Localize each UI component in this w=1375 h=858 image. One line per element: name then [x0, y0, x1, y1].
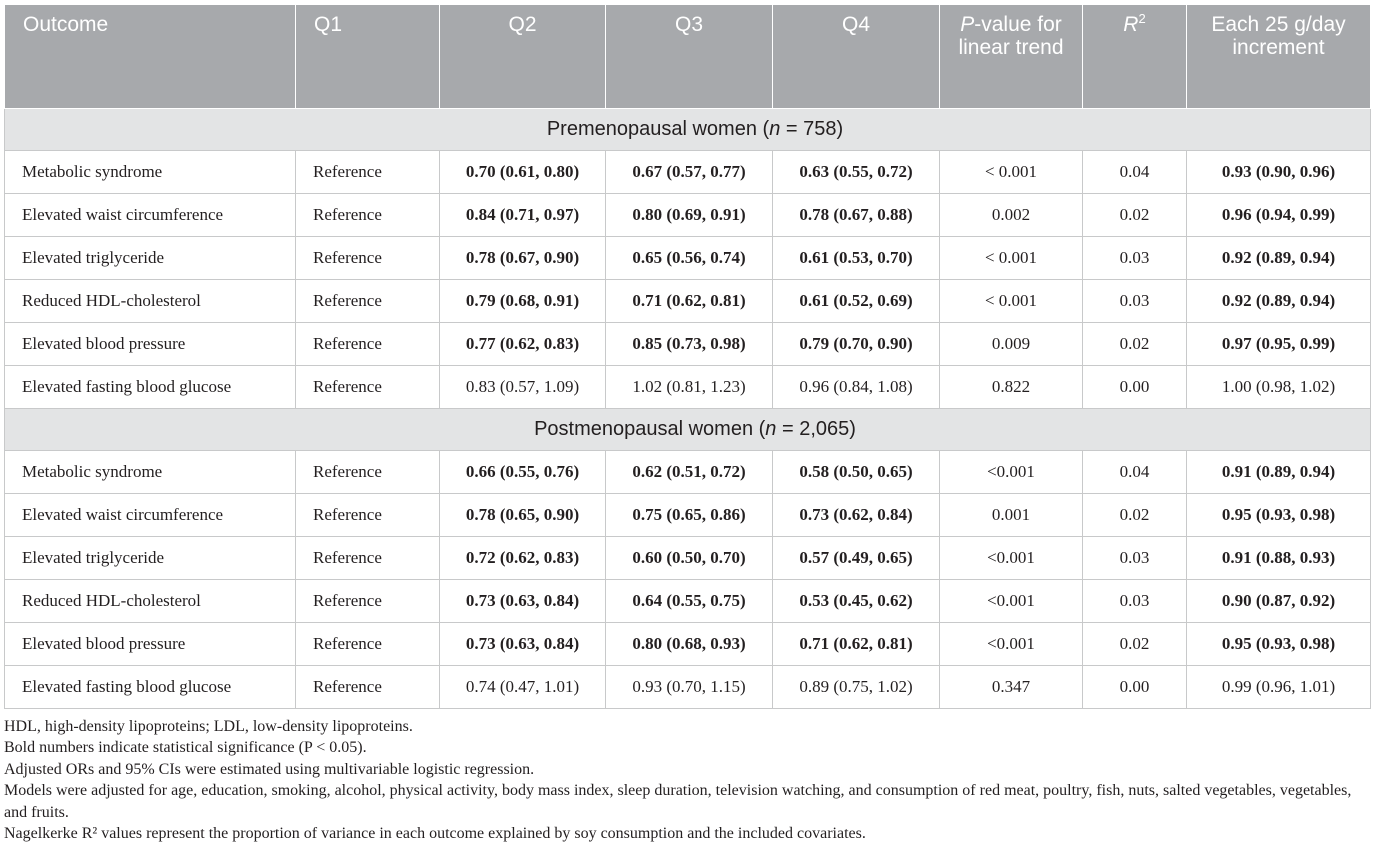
increment-cell: 0.91 (0.88, 0.93)	[1187, 537, 1371, 580]
table-header	[5, 5, 1371, 109]
q2-cell: 0.70 (0.61, 0.80)	[440, 151, 606, 194]
table-row	[5, 537, 1371, 580]
q2-cell: 0.66 (0.55, 0.76)	[440, 451, 606, 494]
increment-cell: 0.97 (0.95, 0.99)	[1187, 323, 1371, 366]
increment-cell: 0.91 (0.89, 0.94)	[1187, 451, 1371, 494]
table-row	[5, 237, 1371, 280]
r2-cell: 0.00	[1083, 366, 1187, 409]
outcome-cell: Elevated blood pressure	[5, 623, 296, 666]
increment-cell: 0.92 (0.89, 0.94)	[1187, 280, 1371, 323]
q2-cell: 0.73 (0.63, 0.84)	[440, 580, 606, 623]
outcome-cell: Elevated waist circumference	[5, 194, 296, 237]
q4-cell: 0.78 (0.67, 0.88)	[773, 194, 940, 237]
q4-cell: 0.63 (0.55, 0.72)	[773, 151, 940, 194]
q2-cell: 0.72 (0.62, 0.83)	[440, 537, 606, 580]
header-pvalue-text: -value for linear trend	[958, 13, 1064, 59]
q4-cell: 0.58 (0.50, 0.65)	[773, 451, 940, 494]
section-title-n: n	[765, 418, 777, 440]
q4-cell: 0.71 (0.62, 0.81)	[773, 623, 940, 666]
r2-cell: 0.02	[1083, 623, 1187, 666]
outcome-cell: Reduced HDL-cholesterol	[5, 280, 296, 323]
r2-cell: 0.00	[1083, 666, 1187, 709]
table-row	[5, 323, 1371, 366]
q1-cell: Reference	[296, 451, 440, 494]
pvalue-cell: 0.822	[940, 366, 1083, 409]
outcome-cell: Metabolic syndrome	[5, 151, 296, 194]
table-row	[5, 194, 1371, 237]
q3-cell: 0.60 (0.50, 0.70)	[606, 537, 773, 580]
q3-cell: 0.62 (0.51, 0.72)	[606, 451, 773, 494]
table-row	[5, 666, 1371, 709]
outcome-cell: Elevated waist circumference	[5, 494, 296, 537]
pvalue-cell: <0.001	[940, 623, 1083, 666]
footnote: Bold numbers indicate statistical significance (P < 0.05).	[4, 739, 367, 757]
q4-cell: 0.57 (0.49, 0.65)	[773, 537, 940, 580]
r2-cell: 0.03	[1083, 537, 1187, 580]
section-title	[5, 109, 1371, 151]
q4-cell: 0.61 (0.53, 0.70)	[773, 237, 940, 280]
q1-cell: Reference	[296, 237, 440, 280]
header-q2: Q2	[440, 5, 606, 109]
section-row	[5, 409, 1371, 451]
outcome-cell: Elevated triglyceride	[5, 537, 296, 580]
q2-cell: 0.78 (0.67, 0.90)	[440, 237, 606, 280]
q1-cell: Reference	[296, 623, 440, 666]
q3-cell: 0.80 (0.69, 0.91)	[606, 194, 773, 237]
increment-cell: 0.99 (0.96, 1.01)	[1187, 666, 1371, 709]
table-row	[5, 494, 1371, 537]
outcome-cell: Metabolic syndrome	[5, 451, 296, 494]
q1-cell: Reference	[296, 366, 440, 409]
r2-cell: 0.03	[1083, 237, 1187, 280]
q4-cell: 0.79 (0.70, 0.90)	[773, 323, 940, 366]
section-title-text: Premenopausal women (	[546, 118, 770, 140]
r2-cell: 0.02	[1083, 194, 1187, 237]
r2-cell: 0.04	[1083, 151, 1187, 194]
q2-cell: 0.84 (0.71, 0.97)	[440, 194, 606, 237]
header-increment: Each 25 g/day increment	[1187, 5, 1371, 109]
pvalue-cell: 0.002	[940, 194, 1083, 237]
header-r2-r: R	[1123, 13, 1139, 36]
header-q1: Q1	[296, 5, 440, 109]
footnote: Nagelkerke R² values represent the proportion of variance in each outcome explained by soy consumption and the included covariates.	[4, 825, 866, 843]
q2-cell: 0.78 (0.65, 0.90)	[440, 494, 606, 537]
pvalue-cell: < 0.001	[940, 151, 1083, 194]
q3-cell: 1.02 (0.81, 1.23)	[606, 366, 773, 409]
increment-cell: 0.95 (0.93, 0.98)	[1187, 623, 1371, 666]
q1-cell: Reference	[296, 194, 440, 237]
increment-cell: 1.00 (0.98, 1.02)	[1187, 366, 1371, 409]
pvalue-cell: <0.001	[940, 537, 1083, 580]
section-title-count: = 2,065)	[776, 418, 856, 440]
q2-cell: 0.73 (0.63, 0.84)	[440, 623, 606, 666]
q3-cell: 0.85 (0.73, 0.98)	[606, 323, 773, 366]
q4-cell: 0.89 (0.75, 1.02)	[773, 666, 940, 709]
table-row	[5, 580, 1371, 623]
section-title-text: Postmenopausal women (	[534, 418, 766, 440]
q4-cell: 0.73 (0.62, 0.84)	[773, 494, 940, 537]
outcome-cell: Reduced HDL-cholesterol	[5, 580, 296, 623]
pvalue-cell: 0.009	[940, 323, 1083, 366]
q3-cell: 0.64 (0.55, 0.75)	[606, 580, 773, 623]
pvalue-cell: <0.001	[940, 580, 1083, 623]
pvalue-cell: <0.001	[940, 451, 1083, 494]
q2-cell: 0.83 (0.57, 1.09)	[440, 366, 606, 409]
header-outcome: Outcome	[5, 5, 296, 109]
header-r2-sup: 2	[1138, 11, 1146, 26]
pvalue-cell: 0.001	[940, 494, 1083, 537]
table-container	[4, 4, 1370, 844]
increment-cell: 0.95 (0.93, 0.98)	[1187, 494, 1371, 537]
q2-cell: 0.74 (0.47, 1.01)	[440, 666, 606, 709]
q3-cell: 0.65 (0.56, 0.74)	[606, 237, 773, 280]
header-r2	[1083, 5, 1187, 109]
increment-cell: 0.92 (0.89, 0.94)	[1187, 237, 1371, 280]
pvalue-cell: < 0.001	[940, 237, 1083, 280]
section-row	[5, 109, 1371, 151]
header-q4: Q4	[773, 5, 940, 109]
increment-cell: 0.90 (0.87, 0.92)	[1187, 580, 1371, 623]
q1-cell: Reference	[296, 666, 440, 709]
pvalue-cell: < 0.001	[940, 280, 1083, 323]
footnote: Models were adjusted for age, education, smoking, alcohol, physical activity, body mass index, sleep duration, television watching, and consumption of red meat, poultry, fish, nuts, salted vegetables, vegetables, and fruits.	[4, 782, 1352, 821]
q2-cell: 0.79 (0.68, 0.91)	[440, 280, 606, 323]
section-title	[5, 409, 1371, 451]
q1-cell: Reference	[296, 323, 440, 366]
r2-cell: 0.02	[1083, 323, 1187, 366]
q1-cell: Reference	[296, 494, 440, 537]
q1-cell: Reference	[296, 280, 440, 323]
q3-cell: 0.71 (0.62, 0.81)	[606, 280, 773, 323]
increment-cell: 0.96 (0.94, 0.99)	[1187, 194, 1371, 237]
outcome-cell: Elevated fasting blood glucose	[5, 666, 296, 709]
outcome-cell: Elevated fasting blood glucose	[5, 366, 296, 409]
table-row	[5, 623, 1371, 666]
results-table	[4, 4, 1371, 709]
table-row	[5, 451, 1371, 494]
table-row	[5, 280, 1371, 323]
r2-cell: 0.03	[1083, 580, 1187, 623]
header-q3: Q3	[606, 5, 773, 109]
footnote: Adjusted ORs and 95% CIs were estimated using multivariable logistic regression.	[4, 760, 535, 778]
section-title-n: n	[769, 118, 781, 140]
q1-cell: Reference	[296, 151, 440, 194]
q4-cell: 0.61 (0.52, 0.69)	[773, 280, 940, 323]
table-footnotes	[4, 716, 1370, 844]
footnote: HDL, high-density lipoproteins; LDL, low-density lipoproteins.	[4, 718, 413, 735]
header-pvalue	[940, 5, 1083, 109]
table-row	[5, 151, 1371, 194]
q3-cell: 0.67 (0.57, 0.77)	[606, 151, 773, 194]
section-title-count: = 758)	[780, 118, 844, 140]
outcome-cell: Elevated blood pressure	[5, 323, 296, 366]
q1-cell: Reference	[296, 580, 440, 623]
q2-cell: 0.77 (0.62, 0.83)	[440, 323, 606, 366]
outcome-cell: Elevated triglyceride	[5, 237, 296, 280]
q4-cell: 0.96 (0.84, 1.08)	[773, 366, 940, 409]
increment-cell: 0.93 (0.90, 0.96)	[1187, 151, 1371, 194]
header-pvalue-p: P	[960, 13, 975, 36]
r2-cell: 0.04	[1083, 451, 1187, 494]
r2-cell: 0.02	[1083, 494, 1187, 537]
q1-cell: Reference	[296, 537, 440, 580]
table-body	[5, 109, 1371, 709]
q3-cell: 0.75 (0.65, 0.86)	[606, 494, 773, 537]
q3-cell: 0.93 (0.70, 1.15)	[606, 666, 773, 709]
q4-cell: 0.53 (0.45, 0.62)	[773, 580, 940, 623]
pvalue-cell: 0.347	[940, 666, 1083, 709]
q3-cell: 0.80 (0.68, 0.93)	[606, 623, 773, 666]
table-row	[5, 366, 1371, 409]
r2-cell: 0.03	[1083, 280, 1187, 323]
